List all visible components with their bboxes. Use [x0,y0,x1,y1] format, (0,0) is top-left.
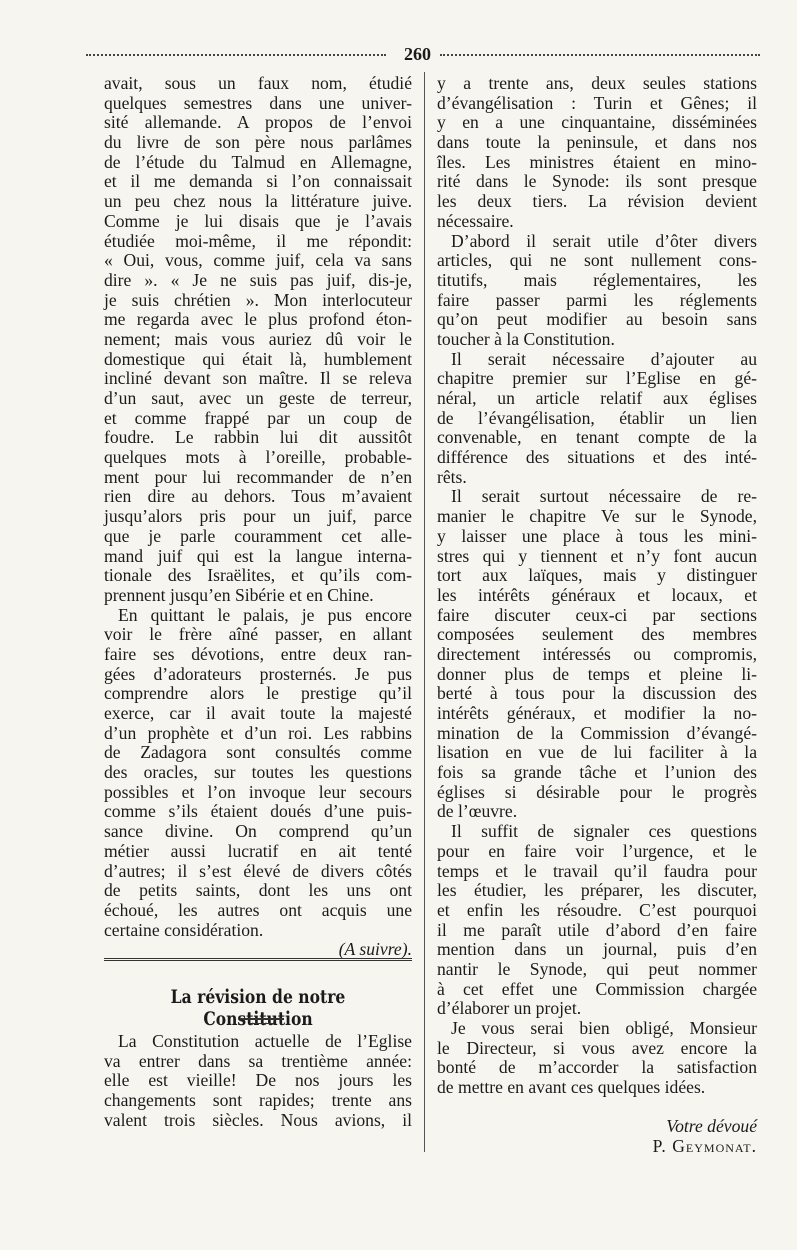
text-line: incliné devant son maître. Il se releva [104,368,412,389]
text-line: D’abord il serait utile d’ôter divers [451,230,757,251]
text-line: les intérêts généraux et locaux, et [437,584,757,605]
text-line: les étudier, les préparer, les discuter, [437,880,757,901]
text-line: Il serait nécessaire d’ajouter au [451,348,757,369]
text-line: un peu chez nous la littérature juive. [104,191,412,212]
text-line: fois sa grande tâche et l’union des [437,762,757,783]
text-line: possibles et l’on invoque leur secours [104,781,412,802]
text-line: va entrer dans sa trentième année: [104,1050,412,1071]
title-ornament [240,1018,284,1026]
text-line: nécessaire. [437,210,514,231]
text-line: tionale des Israëlites, et qu’ils com- [104,565,412,586]
text-line: comprendre alors le prestige qu’il [104,683,412,704]
text-line: rêts. [437,466,467,487]
text-line: prennent jusqu’en Sibérie et en Chine. [104,584,374,605]
text-line: dans toute la peninsule, et dans nos [437,132,757,153]
text-line: La Constitution actuelle de l’Eglise [118,1031,412,1051]
text-line: il me paraît utile d’abord d’en faire [437,919,757,940]
text-line: exerce, car il avait toute la majesté [104,703,412,723]
text-line: donner plus de temps et pleine li- [437,663,757,684]
text-line: lisation en vue de lui faciliter à la [437,742,757,763]
column-divider [424,72,425,1152]
text-line: Comme je lui disais que je l’avais [104,210,412,231]
text-line: me regarda avec le plus profond éton- [104,309,412,330]
text-line: étudiée moi-même, il me répondit: [104,230,412,251]
text-line: comme s’ils étaient doués d’une puis- [104,801,412,822]
text-line: de Zadagora sont consultés comme [104,742,412,763]
text-line: elle est vieille! De nos jours les [104,1070,412,1091]
text-line: composées seulement des membres [437,624,757,645]
text-line: du livre de son père nous parlâmes [104,132,412,153]
text-line: faire ses dévotions, entre deux ran- [104,643,412,664]
text-line: le Directeur, si vous avez encore la [437,1037,757,1058]
text-line: et il me demanda si l’on connaissait [104,171,412,192]
text-line: je suis chrétien ». Mon interlocuteur [104,289,412,310]
text-line: les deux tiers. La révision devient [437,191,757,212]
left-column [104,74,412,960]
text-line: de mettre en avant ces quelques idées. [437,1077,706,1098]
text-line: quelques mots à l’oreille, probable- [104,447,412,468]
text-line: temps et le travail qu’il faudra pour [437,860,757,881]
text-line: et enfin les résoudre. C’est pourquoi [437,899,757,920]
text-line: tort aux laïques, mais y distinguer [437,565,757,586]
text-line: intérêts généraux, et modifier la no- [437,703,757,723]
text-line: bonté de m’accorder la satisfaction [437,1057,757,1078]
text-line [437,1098,757,1118]
text-line: de l’œuvre. [437,801,518,822]
text-line: faire passer parmi les réglements [437,289,757,310]
text-line: faire discuter ceux-ci par sections [437,604,757,625]
text-line: y laisser une place à tous les mini- [437,525,757,546]
header-rule-left [86,54,386,56]
text-line: d’autres; il s’est élevé de divers côtés [104,860,412,881]
text-line: rité dans le Synode: ils sont presque [437,171,757,192]
text-line: que je parle couramment cet alle- [104,525,412,546]
text-line: y a trente ans, deux seules stations [437,73,757,93]
text-line: d’évangélisation : Turin et Gênes; il [437,92,757,113]
text-line: ment pour lui recommander de n’en [104,466,412,487]
text-line: îles. Les ministres étaient en mino- [437,151,757,172]
text-line: En quittant le palais, je pus encore [118,604,412,625]
section-title: La révision de notre Constitution [170,986,346,1030]
text-line: changements sont rapides; trente ans [104,1090,412,1111]
text-line: différence des situations et des inté- [437,447,757,468]
text-line: nantir le Synode, qui peut nommer [437,958,757,979]
text-line: de l’étude du Talmud en Allemagne, [104,151,412,172]
text-line: pour en faire voir l’urgence, et le [437,840,757,861]
page-header [86,44,760,64]
text-line: mination de la Commission d’évangé- [437,722,757,743]
text-line: articles, qui ne sont nullement cons- [437,250,757,271]
text-line: foudre. Le rabbin lui dit aussitôt [104,427,412,448]
section-separator [104,958,412,961]
text-line: d’un prophète et d’un roi. Les rabbins [104,722,412,743]
text-line: de l’évangélisation, établir un lien [437,407,757,428]
text-line: voir le frère aîné passer, en allant [104,624,412,645]
right-column [437,74,757,1157]
text-line: de petits saints, dont les uns ont [104,880,412,901]
text-line: échoué, les autres ont acquis une [104,899,412,920]
page-number: 260 [404,44,431,64]
left-column-continued [104,1032,412,1130]
text-line: Votre dévoué [666,1116,757,1137]
text-line: P. Geymonat. [652,1136,757,1157]
text-line: rien dire au dehors. Tous m’avaient [104,486,412,507]
header-rule-right [440,54,760,56]
text-line: « Oui, vous, comme juif, cela va sans [104,250,412,271]
text-line: sité allemande. A propos de l’envoi [104,112,412,133]
text-line: Je vous serai bien obligé, Monsieur [451,1018,757,1038]
text-line: mention dans un journal, puis d’en [437,939,757,960]
text-line: y en a une cinquantaine, disséminées [437,112,757,133]
text-line: berté à tous pour la discussion des [437,683,757,704]
text-line: néral, un article relatif aux églises [437,388,757,408]
text-line: domestique qui était là, humblement [104,348,412,369]
text-line: Il suffit de signaler ces questions [451,821,757,842]
text-line: avait, sous un faux nom, étudié [104,73,412,93]
text-line: églises si désirable pour le progrès [437,781,757,802]
text-line: d’élaborer un projet. [437,998,582,1019]
text-line: directement intéressés ou compromis, [437,643,757,664]
text-line: métier aussi lucratif en ait tenté [104,840,412,861]
text-line: valent trois siècles. Nous avions, il [104,1109,412,1130]
text-line: d’un saut, avec un geste de terreur, [104,388,412,408]
text-line: manier le chapitre Ve sur le Synode, [437,506,757,527]
text-line: des oracles, sur toutes les questions [104,762,412,783]
text-line: chapitre premier sur l’Eglise en gé- [437,368,757,389]
text-line: gées d’adorateurs prosternés. Je pus [104,663,412,684]
text-line: mand juif qui est la langue interna- [104,545,412,566]
text-line: (A suivre). [338,939,412,960]
text-line: nement; mais vous auriez dû voir le [104,328,412,349]
text-line: sance divine. On comprend qu’un [104,821,412,842]
text-line: quelques semestres dans une univer- [104,92,412,113]
text-line: à cet effet une Commission chargée [437,978,757,999]
text-line: stres qui y tiennent et n’y font aucun [437,545,757,566]
text-line: dire ». « Je ne suis pas juif, dis-je, [104,269,412,290]
text-line: convenable, en tenant compte de la [437,427,757,448]
text-line: toucher à la Constitution. [437,328,615,349]
text-line: jusqu’alors pris pour un juif, parce [104,506,412,527]
text-line: certaine considération. [104,919,264,940]
text-line: Il serait surtout nécessaire de re- [451,486,757,507]
text-line: et comme frappé par un coup de [104,407,412,428]
text-line: qu’on peut modifier au besoin sans [437,309,757,330]
text-line: titutifs, mais réglementaires, les [437,269,757,290]
